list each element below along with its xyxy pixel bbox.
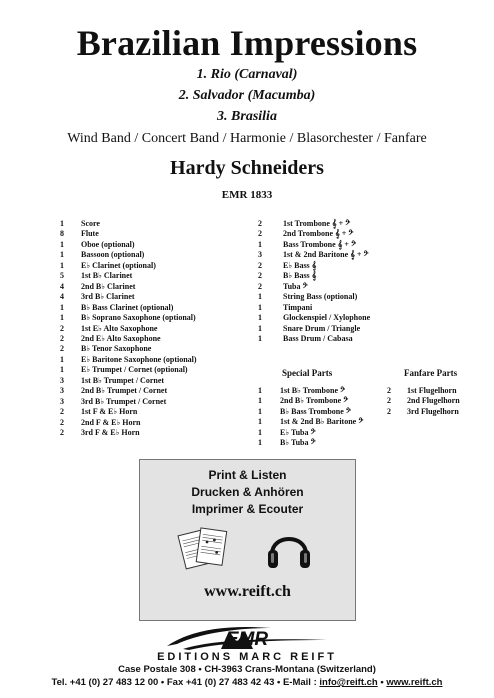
part-row (258, 396, 363, 406)
part-row (258, 334, 370, 344)
movement-2: 2. Salvador (Macumba) (178, 88, 316, 103)
part-name: B♭ Bass 𝄞 (283, 271, 317, 281)
page-title: Brazilian Impressions (76, 23, 418, 63)
part-quantity: 2 (60, 428, 64, 438)
part-name: 2nd B♭ Trombone 𝄢 (280, 396, 349, 406)
part-row (258, 428, 363, 438)
fanfare-parts-list (387, 386, 460, 417)
part-row (60, 324, 197, 334)
publisher-name: EDITIONS MARC REIFT (157, 651, 337, 663)
part-name: 3rd Flugelhorn (407, 406, 459, 416)
part-quantity: 1 (60, 260, 64, 270)
part-quantity: 2 (258, 229, 262, 239)
part-row (60, 282, 197, 292)
promo-line-print-listen: Print & Listen (208, 468, 287, 482)
part-row (258, 386, 363, 396)
part-name: B♭ Soprano Saxophone (optional) (81, 313, 196, 323)
part-row (60, 386, 197, 396)
part-row (387, 386, 460, 396)
part-row (60, 365, 197, 375)
part-row (60, 250, 197, 260)
part-name: String Bass (optional) (283, 292, 358, 302)
part-name: Bass Drum / Cabasa (283, 333, 353, 343)
part-quantity: 2 (60, 344, 64, 354)
part-quantity: 8 (60, 229, 64, 239)
part-row (258, 219, 370, 229)
part-name: 1st E♭ Alto Saxophone (81, 323, 158, 333)
promo-line-drucken: Drucken & Anhören (191, 485, 304, 499)
parts-list-left (60, 219, 197, 439)
part-row (60, 334, 197, 344)
part-name: B♭ Tuba 𝄢 (280, 438, 316, 448)
part-row (258, 438, 363, 448)
part-quantity: 1 (258, 406, 262, 416)
part-row (258, 250, 370, 260)
part-name: 1st & 2nd B♭ Baritone 𝄢 (280, 417, 364, 427)
headphones-icon (264, 522, 314, 574)
part-quantity: 2 (258, 271, 262, 281)
part-quantity: 1 (258, 417, 262, 427)
part-quantity: 3 (258, 250, 262, 260)
part-quantity: 2 (60, 407, 64, 417)
part-quantity: 1 (60, 250, 64, 260)
print-listen-box (139, 459, 356, 621)
part-name: E♭ Bass 𝄞 (283, 260, 317, 270)
movement-3: 3. Brasilia (217, 109, 277, 124)
part-name: 3rd F & E♭ Horn (81, 428, 140, 438)
part-row (258, 282, 370, 292)
part-row (60, 313, 197, 323)
movement-1: 1. Rio (Carnaval) (196, 67, 298, 82)
part-row (258, 292, 370, 302)
fanfare-parts-heading: Fanfare Parts (404, 368, 458, 378)
part-quantity: 1 (60, 313, 64, 323)
part-name: E♭ Clarinet (optional) (81, 260, 156, 270)
part-row (258, 313, 370, 323)
part-name: 1st & 2nd Baritone 𝄞 + 𝄢 (283, 250, 369, 260)
part-row (258, 407, 363, 417)
publisher-contact (0, 677, 494, 688)
part-row (60, 240, 197, 250)
part-name: E♭ Trumpet / Cornet (optional) (81, 365, 188, 375)
part-quantity: 3 (60, 386, 64, 396)
part-row (60, 271, 197, 281)
part-quantity: 1 (258, 292, 262, 302)
part-name: B♭ Bass Trombone 𝄢 (280, 406, 351, 416)
part-quantity: 3 (60, 396, 64, 406)
part-quantity: 1 (60, 365, 64, 375)
part-row (60, 376, 197, 386)
part-name: 2nd Trombone 𝄞 + 𝄢 (283, 229, 354, 239)
website-link[interactable]: www.reift.ch (386, 677, 443, 688)
part-quantity: 2 (258, 260, 262, 270)
part-name: 2nd B♭ Clarinet (81, 281, 136, 291)
email-link[interactable]: info@reift.ch (319, 677, 378, 688)
part-row (258, 324, 370, 334)
part-quantity: 1 (60, 239, 64, 249)
part-quantity: 2 (60, 417, 64, 427)
part-quantity: 1 (60, 354, 64, 364)
part-quantity: 1 (258, 438, 262, 448)
part-name: 2nd E♭ Alto Saxophone (81, 333, 161, 343)
part-name: 3rd B♭ Clarinet (81, 292, 135, 302)
part-name: Timpani (283, 302, 313, 312)
part-name: Tuba 𝄢 (283, 281, 308, 291)
part-name: Flute (81, 229, 99, 239)
part-name: 1st Flugelhorn (407, 386, 457, 395)
part-quantity: 3 (60, 375, 64, 385)
part-name: Oboe (optional) (81, 239, 135, 249)
promo-website-link[interactable]: www.reift.ch (204, 583, 291, 600)
publisher-address: Case Postale 308 • CH-3963 Crans-Montana (Switzerland) (118, 664, 376, 675)
part-row (387, 396, 460, 406)
part-quantity: 2 (60, 333, 64, 343)
promo-line-imprimer: Imprimer & Ecouter (191, 502, 304, 516)
part-row (60, 407, 197, 417)
emr-logo (163, 622, 331, 652)
part-row (60, 397, 197, 407)
part-name: Bassoon (optional) (81, 250, 145, 260)
part-name: 1st B♭ Clarinet (81, 271, 133, 281)
part-name: E♭ Tuba 𝄢 (280, 427, 316, 437)
part-row (60, 303, 197, 313)
part-row (60, 292, 197, 302)
part-row (387, 407, 460, 417)
part-quantity: 2 (60, 323, 64, 333)
part-quantity: 4 (60, 292, 64, 302)
special-parts-heading: Special Parts (282, 368, 333, 378)
part-quantity: 5 (60, 271, 64, 281)
part-name: 2nd F & E♭ Horn (81, 417, 141, 427)
part-quantity: 1 (258, 313, 262, 323)
part-quantity: 1 (60, 302, 64, 312)
edition-number: EMR 1833 (221, 189, 273, 201)
part-name: Glockenspiel / Xylophone (283, 313, 371, 323)
part-quantity: 2 (258, 219, 262, 228)
part-row (258, 417, 363, 427)
part-row (60, 344, 197, 354)
part-name: B♭ Bass Clarinet (optional) (81, 302, 174, 312)
part-row (60, 428, 197, 438)
part-quantity: 1 (258, 302, 262, 312)
contact-separator: • (377, 677, 387, 688)
composer-name: Hardy Schneiders (170, 157, 324, 179)
part-row (60, 355, 197, 365)
part-row (258, 303, 370, 313)
part-name: 1st Trombone 𝄞 + 𝄢 (283, 219, 351, 228)
part-name: B♭ Tenor Saxophone (81, 344, 152, 354)
part-quantity: 1 (258, 323, 262, 333)
part-quantity: 2 (258, 281, 262, 291)
part-row (60, 229, 197, 239)
part-name: Snare Drum / Triangle (283, 323, 361, 333)
part-row (60, 418, 197, 428)
contact-phone-fax: Tel. +41 (0) 27 483 12 00 • Fax +41 (0) 27 483 42 43 • E-Mail : (51, 677, 320, 688)
logo-text: EMR (225, 629, 269, 650)
part-row (258, 261, 370, 271)
part-name: Bass Trombone 𝄞 + 𝄢 (283, 239, 357, 249)
part-quantity: 1 (258, 386, 262, 395)
part-name: 3rd B♭ Trumpet / Cornet (81, 396, 167, 406)
ensemble-list: Wind Band / Concert Band / Harmonie / Blasorchester / Fanfare (67, 131, 427, 146)
special-parts-list (258, 386, 363, 449)
part-name: E♭ Baritone Saxophone (optional) (81, 354, 197, 364)
part-quantity: 1 (258, 333, 262, 343)
part-quantity: 2 (387, 406, 391, 416)
part-name: Score (81, 219, 100, 228)
part-row (258, 229, 370, 239)
part-quantity: 4 (60, 281, 64, 291)
score-pages-icon (176, 522, 234, 574)
part-quantity: 2 (387, 386, 391, 395)
part-name: 2nd Flugelhorn (407, 396, 460, 406)
part-name: 1st B♭ Trumpet / Cornet (81, 375, 165, 385)
part-name: 1st B♭ Trombone 𝄢 (280, 386, 346, 395)
part-quantity: 1 (258, 239, 262, 249)
part-name: 2nd B♭ Trumpet / Cornet (81, 386, 168, 396)
part-quantity: 1 (258, 396, 262, 406)
part-quantity: 1 (60, 219, 64, 228)
part-row (258, 271, 370, 281)
part-row (60, 261, 197, 271)
part-name: 1st F & E♭ Horn (81, 407, 138, 417)
part-row (60, 219, 197, 229)
part-quantity: 1 (258, 427, 262, 437)
part-row (258, 240, 370, 250)
parts-list-right (258, 219, 370, 344)
part-quantity: 2 (387, 396, 391, 406)
